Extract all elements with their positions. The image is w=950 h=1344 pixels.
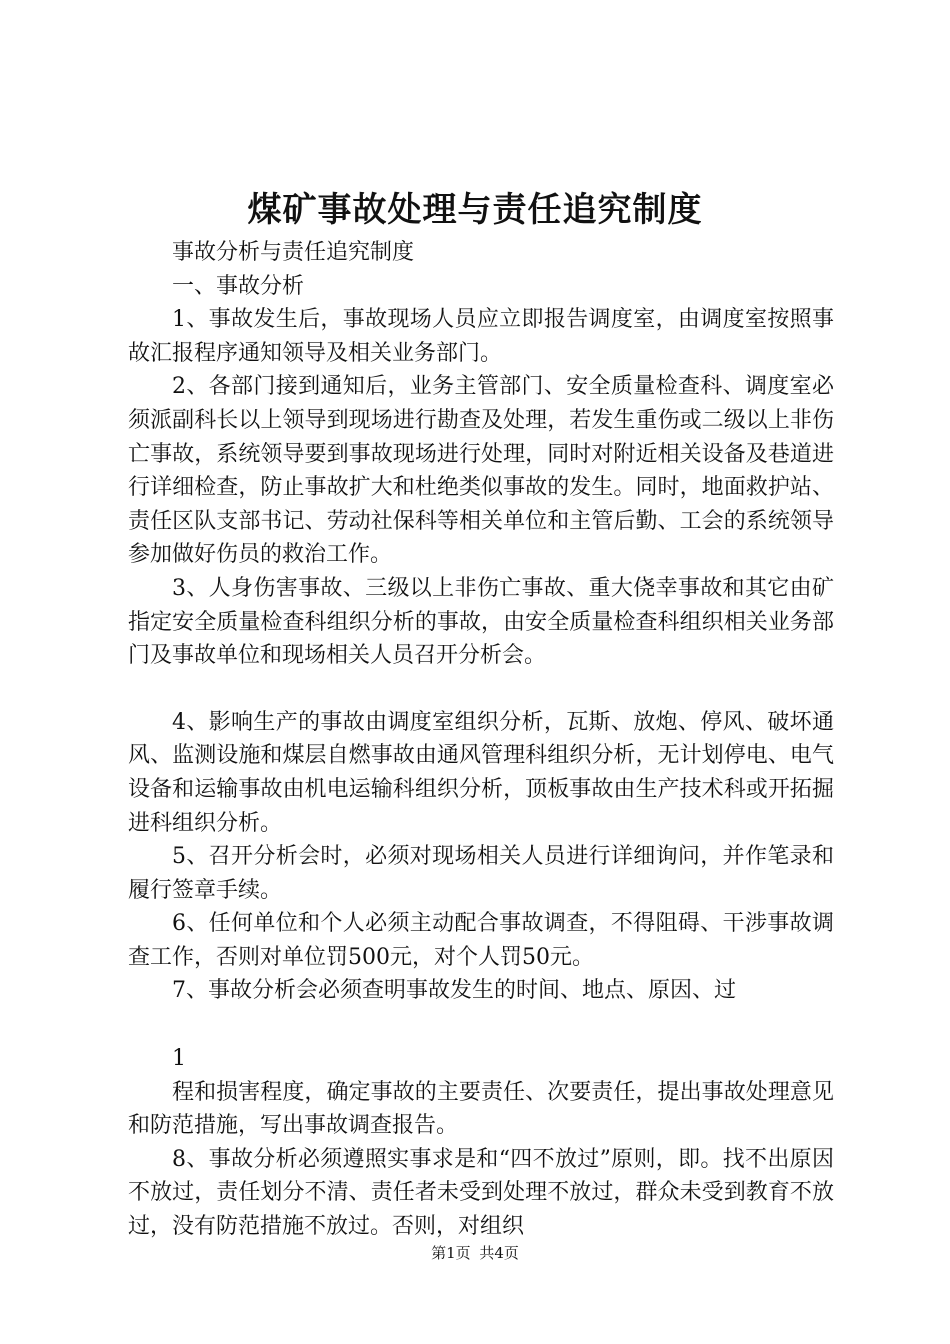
page-number: 第1页 xyxy=(431,1244,471,1262)
paragraph: 3、人身伤害事故、三级以上非伤亡事故、重大侥幸事故和其它由矿指定安全质量检查科组织分析的事故，由安全质量检查科组织相关业务部门及事故单位和现场相关人员召开分析会。 xyxy=(128,575,834,669)
page-total: 共4页 xyxy=(479,1244,519,1262)
inline-page-number: 1 xyxy=(172,1046,186,1072)
paragraph: 8、事故分析必须遵照实事求是和“四不放过”原则，即。找不出原因不放过，责任划分不清、责任者未受到处理不放过，群众未受到教育不放过，没有防范措施不放过。否则，对组织 xyxy=(128,1146,834,1240)
paragraph: 4、影响生产的事故由调度室组织分析，瓦斯、放炮、停风、破坏通风、监测设施和煤层自燃事故由通风管理科组织分析，无计划停电、电气设备和运输事故由机电运输科组织分析，顶板事故由生产技术科或开拓掘进科组织分析。 xyxy=(128,709,834,836)
document-body xyxy=(128,236,834,1244)
paragraph: 5、召开分析会时，必须对现场相关人员进行详细询问，并作笔录和履行签章手续。 xyxy=(128,844,834,903)
paragraph: 6、任何单位和个人必须主动配合事故调查，不得阻碍、干涉事故调查工作，否则对单位罚500元，对个人罚50元。 xyxy=(128,911,834,970)
blank-line xyxy=(128,673,834,706)
paragraph: 1、事故发生后，事故现场人员应立即报告调度室，由调度室按照事故汇报程序通知领导及相关业务部门。 xyxy=(128,307,834,366)
document-title: 煤矿事故处理与责任追究制度 xyxy=(247,190,703,230)
paragraph: 2、各部门接到通知后，业务主管部门、安全质量检查科、调度室必须派副科长以上领导到现场进行勘查及处理，若发生重伤或二级以上非伤亡事故，系统领导要到事故现场进行处理，同时对附近相关设备及巷道进行详细检查，防止事故扩大和杜绝类似事故的发生。同时，地面救护站、责任区队支部书记、劳动社保科等相关单位和主管后勤、工会的系统领导参加做好伤员的救治工作。 xyxy=(128,374,834,568)
page-footer xyxy=(0,1242,950,1263)
paragraph: 程和损害程度，确定事故的主要责任、次要责任，提出事故处理意见和防范措施，写出事故调查报告。 xyxy=(128,1079,834,1139)
paragraph: 一、事故分析 xyxy=(172,273,305,299)
paragraph: 7、事故分析会必须查明事故发生的时间、地点、原因、过 xyxy=(172,978,736,1004)
paragraph: 事故分析与责任追究制度 xyxy=(172,240,415,265)
